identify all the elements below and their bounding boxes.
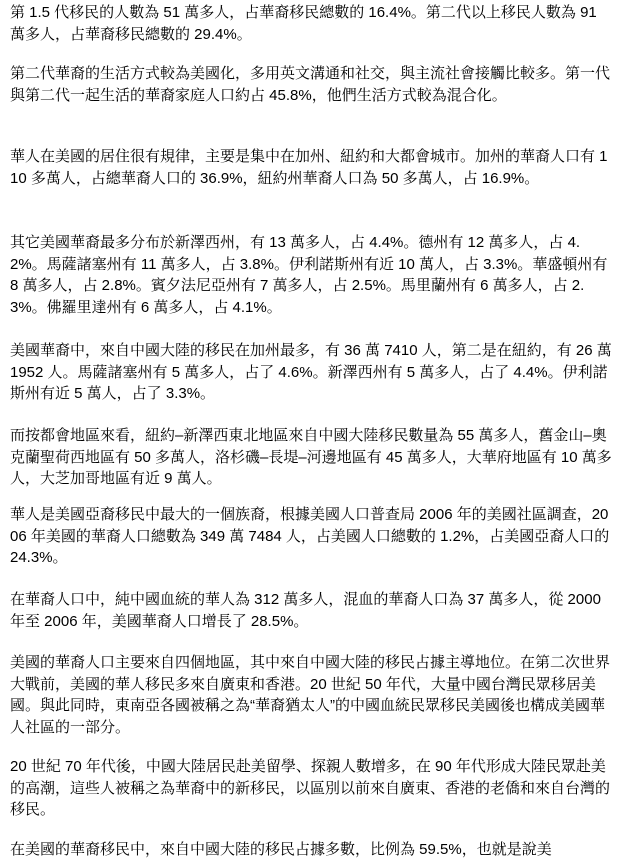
- paragraph-mainland-majority: 在美國的華裔移民中，來自中國大陸的移民占據多數，比例為 59.5%，也就是說美: [10, 841, 552, 858]
- paragraph-census-2006: 華人是美國亞裔移民中最大的一個族裔，根據美國人口普查局 2006 年的美國社區調查，2006 年美國的華裔人口總數為 349 萬 7484 人，占美國人口總數的 1.2%，占美國亞裔人口的 24.3%。: [10, 506, 610, 566]
- paragraph-second-generation-lifestyle: 第二代華裔的生活方式較為美國化，多用英文溝通和社交，與主流社會接觸比較多。第一代與第二代一起生活的華裔家庭人口約占 45.8%，他們生活方式較為混合化。: [10, 65, 611, 104]
- paragraph-generation-stats: 第 1.5 代移民的人數為 51 萬多人，占華裔移民總數的 16.4%。第二代以上移民人數為 91 萬多人，占華裔移民總數的 29.4%。: [10, 4, 597, 43]
- paragraph-residence-pattern: 華人在美國的居住很有規律，主要是集中在加州、紐約和大都會城市。加州的華裔人口有 110 多萬人，占總華裔人口的 36.9%，紐約州華裔人口為 50 多萬人，占 16.9%。: [10, 148, 608, 187]
- paragraph-mainland-immigrants-by-state: 美國華裔中，來自中國大陸的移民在加州最多，有 36 萬 7410 人，第二是在紐約，有 26 萬 1952 人。馬薩諸塞州有 5 萬多人，占了 4.6%。新澤西州有 5 萬多人，占了 4.4%。伊利諾斯州有近 5 萬人，占了 3.3%。: [10, 342, 612, 402]
- paragraph-state-distribution: 其它美國華裔最多分布於新澤西州，有 13 萬多人，占 4.4%。德州有 12 萬多人，占 4.2%。馬薩諸塞州有 11 萬多人，占 3.8%。伊利諾斯州有近 10 萬人，占 3.3%。華盛頓州有 8 萬多人，占 2.8%。賓夕法尼亞州有 7 萬多人，占 2.5%。馬里蘭州有 6 萬多人，占 2.3%。佛羅里達州有 6 萬多人，占 4.1%。: [10, 234, 608, 316]
- paragraph-origin-regions: 美國的華裔人口主要來自四個地區，其中來自中國大陸的移民占據主導地位。在第二次世界大戰前，美國的華人移民多來自廣東和香港。20 世紀 50 年代，大量中國台灣民眾移居美國。與此同時，東南亞各國被稱之為“華裔猶太人”的中國血統民眾移民美國後也構成美國華人社區的一部分。: [10, 654, 611, 736]
- paragraph-mixed-heritage: 在華裔人口中，純中國血統的華人為 312 萬多人，混血的華裔人口為 37 萬多人，從 2000 年至 2006 年，美國華裔人口增長了 28.5%。: [10, 591, 601, 630]
- paragraph-new-immigrants: 20 世紀 70 年代後，中國大陸居民赴美留學、探親人數增多，在 90 年代形成大陸民眾赴美的高潮，這些人被稱之為華裔中的新移民，以區別以前來自廣東、香港的老僑和來自台灣的移民。: [10, 758, 611, 818]
- paragraph-metro-areas: 而按都會地區來看，紐約–新澤西東北地區來自中國大陸移民數量為 55 萬多人，舊金山–奧克蘭聖荷西地區有 50 多萬人，洛杉磯–長堤–河邊地區有 45 萬多人，大華府地區有 10 萬多人，大芝加哥地區有近 9 萬人。: [10, 427, 612, 487]
